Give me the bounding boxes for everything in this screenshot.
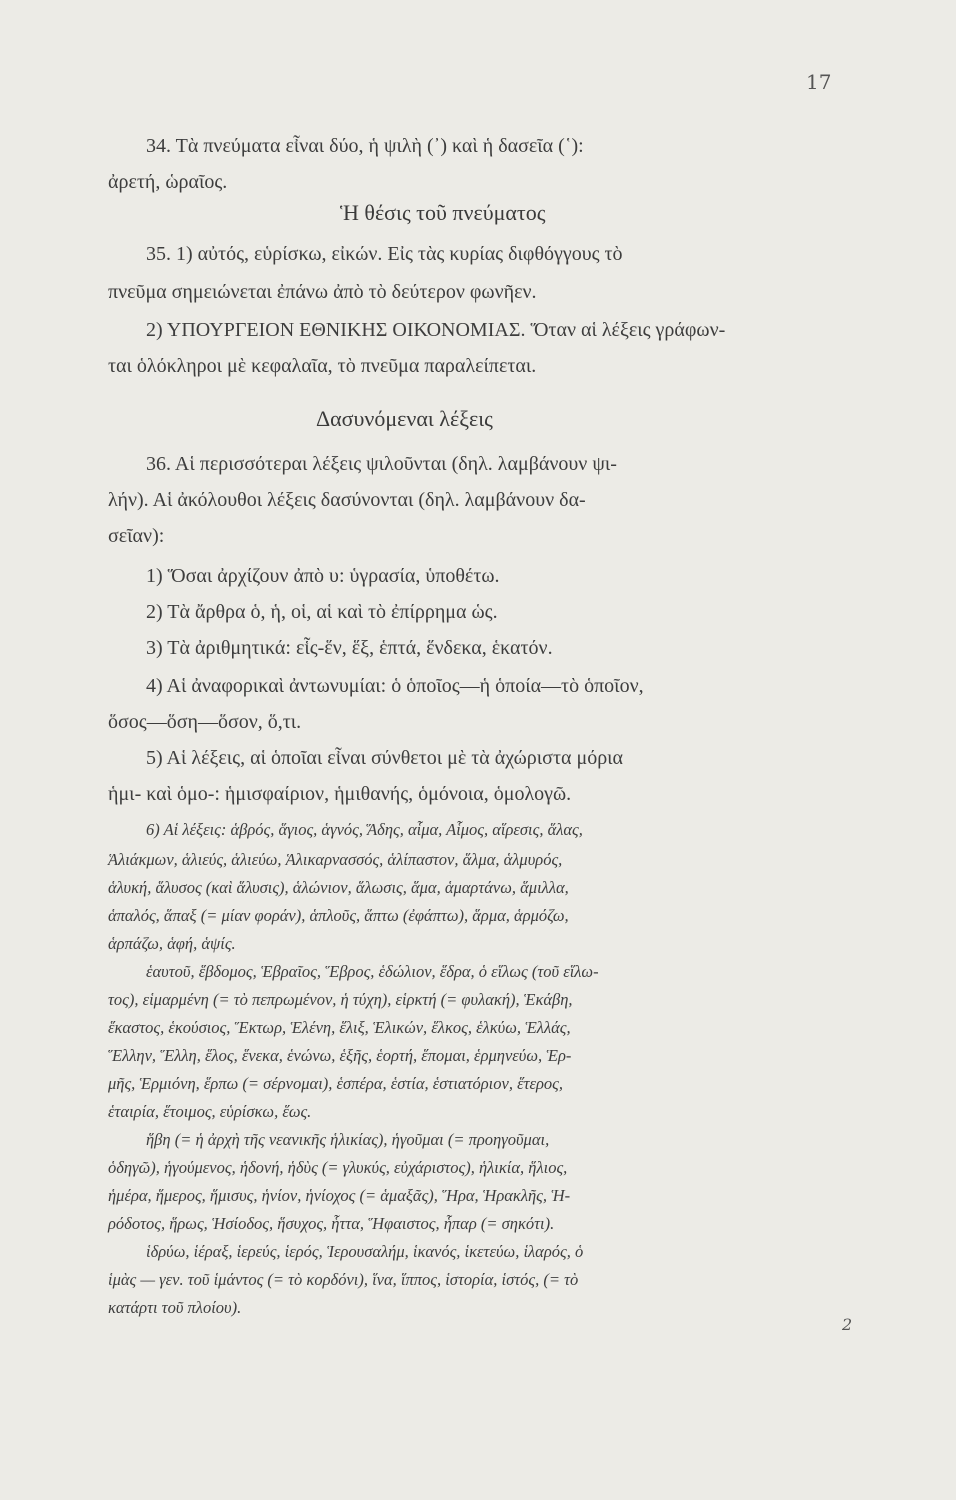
word-list-line: ὁδηγῶ), ἡγούμενος, ἡδονή, ἡδὺς (= γλυκύς, εὐχάριστος), ἡλικία, ἥλιος, bbox=[108, 1158, 568, 1177]
list-item-2: 2) Τὰ ἄρθρα ὁ, ἡ, οἱ, αἱ καὶ τὸ ἐπίρρημα ὡς. bbox=[146, 601, 498, 623]
word-list-line: τος), εἱμαρμένη (= τὸ πεπρωμένον, ἡ τύχη), εἱρκτή (= φυλακή), Ἑκάβη, bbox=[108, 990, 573, 1009]
list-item-5: 5) Αἱ λέξεις, αἱ ὁποῖαι εἶναι σύνθετοι μὲ τὰ ἀχώριστα μόρια bbox=[146, 747, 624, 769]
word-list-line: ἱδρύω, ἱέραξ, ἱερεύς, ἱερός, Ἱερουσαλήμ, ἱκανός, ἱκετεύω, ἱλαρός, ὁ bbox=[146, 1242, 584, 1261]
list-item-3: 3) Τὰ ἀριθμητικά: εἷς-ἕν, ἕξ, ἑπτά, ἕνδεκα, ἑκατόν. bbox=[146, 637, 553, 659]
text-line: ἀρετή, ὡραῖος. bbox=[108, 171, 228, 193]
word-list-line: ἁλυκή, ἅλυσος (καὶ ἅλυσις), ἁλώνιον, ἅλωσις, ἅμα, ἁμαρτάνω, ἅμιλλα, bbox=[108, 878, 569, 897]
word-list-line: ἑταιρία, ἕτοιμος, εὑρίσκω, ἕως. bbox=[108, 1102, 312, 1121]
word-list-line: ἥβη (= ἡ ἀρχὴ τῆς νεανικῆς ἡλικίας), ἡγοῦμαι (= προηγοῦμαι, bbox=[146, 1130, 550, 1149]
word-list-line: ἕκαστος, ἑκούσιος, Ἕκτωρ, Ἑλένη, ἕλιξ, Ἑλικών, ἕλκος, ἑλκύω, Ἑλλάς, bbox=[108, 1018, 571, 1037]
text-line-36: 36. Αἱ περισσότεραι λέξεις ψιλοῦνται (δηλ. λαμβάνουν ψι- bbox=[146, 453, 617, 475]
word-list-line: ἱμὰς — γεν. τοῦ ἱμάντος (= τὸ κορδόνι), ἵνα, ἵππος, ἱστορία, ἱστός, (= τὸ bbox=[108, 1270, 579, 1289]
word-list-line: Ἕλλην, Ἕλλη, ἕλος, ἕνεκα, ἑνώνω, ἑξῆς, ἑορτή, ἕπομαι, ἑρμηνεύω, Ἑρ- bbox=[108, 1046, 572, 1065]
word-list-line: ἑαυτοῦ, ἕβδομος, Ἑβραῖος, Ἕβρος, ἑδώλιον, ἕδρα, ὁ εἵλως (τοῦ εἵλω- bbox=[146, 962, 599, 981]
text-line: πνεῦμα σημειώνεται ἐπάνω ἀπὸ τὸ δεύτερον φωνῆεν. bbox=[108, 281, 537, 303]
word-list-line: ρόδοτος, ἥρως, Ἡσίοδος, ἥσυχος, ἧττα, Ἥφαιστος, ἧπαρ (= σηκότι). bbox=[108, 1214, 555, 1233]
text-line: ἡμι- καὶ ὁμο-: ἡμισφαίριον, ἡμιθανής, ὁμόνοια, ὁμολογῶ. bbox=[108, 783, 572, 805]
text-line-35: 35. 1) αὐτός, εὑρίσκω, εἰκών. Εἰς τὰς κυρίας διφθόγγους τὸ bbox=[146, 243, 623, 265]
text-line-34: 34. Τὰ πνεύματα εἶναι δύο, ἡ ψιλὴ (᾿) καὶ ἡ δασεῖα (῾): bbox=[146, 135, 584, 157]
text-line: ὅσος—ὅση—ὅσον, ὅ,τι. bbox=[108, 711, 302, 733]
signature-mark: 2 bbox=[842, 1315, 853, 1334]
word-list-line: κατάρτι τοῦ πλοίου). bbox=[108, 1298, 242, 1317]
text-line: σεῖαν): bbox=[108, 525, 165, 547]
word-list-line: μῆς, Ἑρμιόνη, ἕρπω (= σέρνομαι), ἑσπέρα, ἑστία, ἑστιατόριον, ἕτερος, bbox=[108, 1074, 563, 1093]
word-list-line: ἁπαλός, ἅπαξ (= μίαν φοράν), ἁπλοῦς, ἅπτω (ἐφάπτω), ἅρμα, ἁρμόζω, bbox=[108, 906, 569, 925]
page-number: 17 bbox=[806, 70, 832, 94]
list-item-4: 4) Αἱ ἀναφορικαὶ ἀντωνυμίαι: ὁ ὁποῖος—ἡ ὁποία—τὸ ὁποῖον, bbox=[146, 675, 644, 697]
section-heading-rough-words: Δασυνόμεναι λέξεις bbox=[316, 406, 493, 431]
word-list-line: Ἁλιάκμων, ἁλιεύς, ἁλιεύω, Ἁλικαρνασσός, ἁλίπαστον, ἅλμα, ἁλμυρός, bbox=[108, 850, 563, 869]
list-item-6: 6) Αἱ λέξεις: ἁβρός, ἅγιος, ἁγνός, Ἅδης, αἷμα, Αἷμος, αἵρεσις, ἅλας, bbox=[146, 820, 583, 839]
text-line: λήν). Αἱ ἀκόλουθοι λέξεις δασύνονται (δηλ. λαμβάνουν δα- bbox=[108, 489, 586, 511]
word-list-line: ἁρπάζω, ἁφή, ἁψίς. bbox=[108, 934, 236, 953]
text-line: 2) ΥΠΟΥΡΓΕΙΟΝ ΕΘΝΙΚΗΣ ΟΙΚΟΝΟΜΙΑΣ. Ὅταν αἱ λέξεις γράφων- bbox=[146, 319, 726, 341]
text-line: ται ὁλόκληροι μὲ κεφαλαῖα, τὸ πνεῦμα παραλείπεται. bbox=[108, 355, 537, 377]
section-heading-breathing-position: Ἡ θέσις τοῦ πνεύματος bbox=[340, 200, 546, 225]
list-item-1: 1) Ὅσαι ἀρχίζουν ἀπὸ υ: ὑγρασία, ὑποθέτω. bbox=[146, 565, 500, 587]
word-list-line: ἡμέρα, ἥμερος, ἥμισυς, ἡνίον, ἡνίοχος (= ἁμαξᾶς), Ἥρα, Ἡρακλῆς, Ἡ- bbox=[108, 1186, 571, 1205]
